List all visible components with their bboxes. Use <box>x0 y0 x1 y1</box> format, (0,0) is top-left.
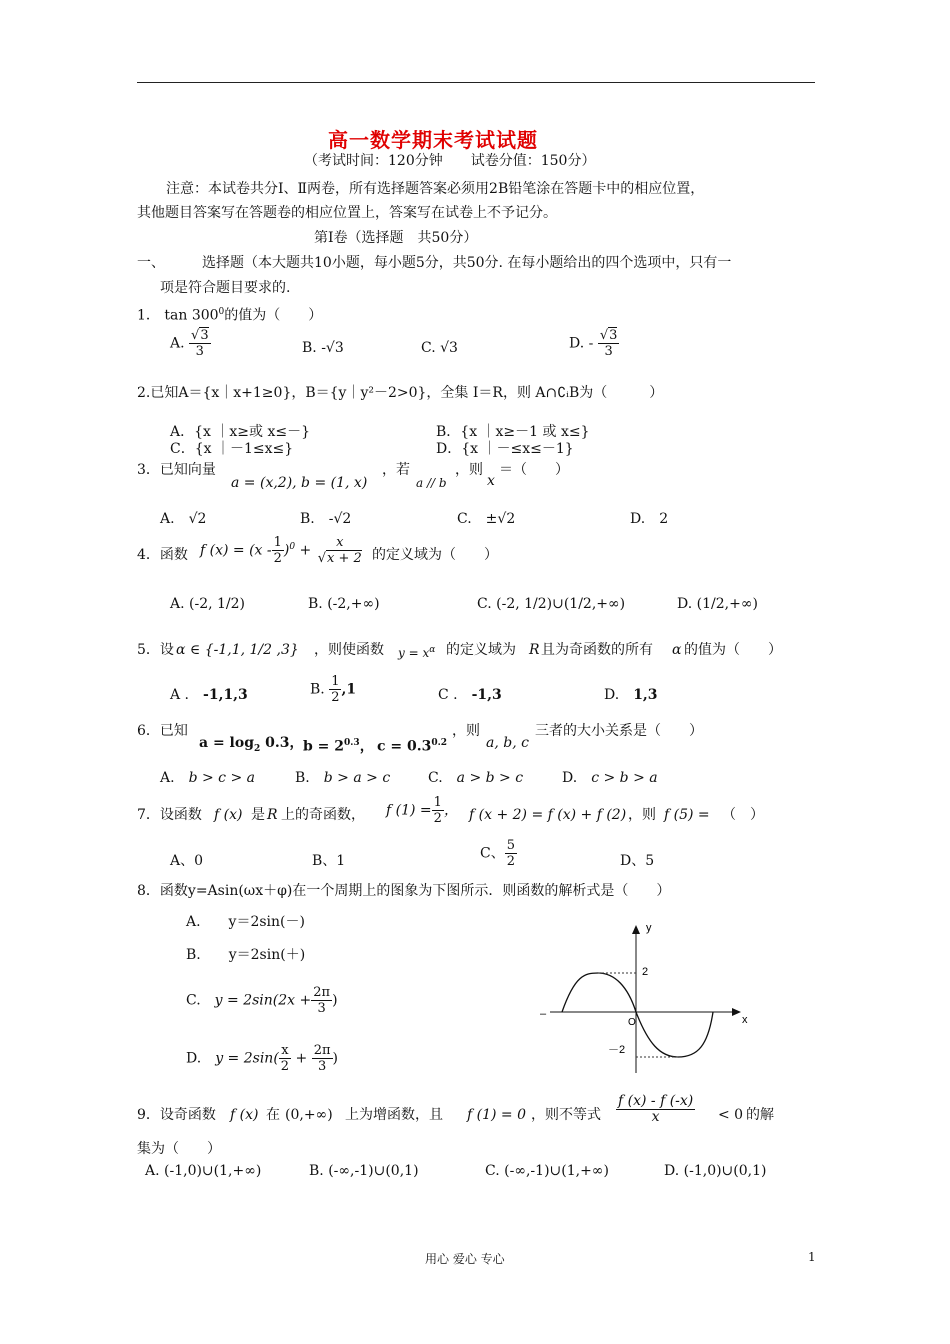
q1-option-a: A. $\frac{√3}{3}$ <box>170 328 209 359</box>
q7-R: R <box>267 807 278 823</box>
q5-func: $y = x^\alpha$ <box>398 645 436 660</box>
q1-option-b: B. -√3 <box>302 340 344 356</box>
q7-mid2: 上的奇函数， <box>281 807 365 823</box>
q2-stem: 2.已知A＝{x｜x+1≥0}，B＝{y｜y²－2>0}，全集 I＝R，则 A∩∁ᵢB为（ ） <box>137 385 664 401</box>
notice-line-1: 注意：本试卷共分Ⅰ、Ⅱ两卷，所有选择题答案必须用2B铅笔涂在答题卡中的相应位置， <box>166 181 705 197</box>
q2-option-c: C．{x ｜－1≤x≤} <box>170 441 294 457</box>
page-title: 高一数学期末考试试题 <box>328 128 538 152</box>
q6-c: $c = 0.3^{0.2}$ <box>377 738 448 755</box>
q9-fraction: $\frac{f (x) - f (-x)}{x}$ <box>618 1093 694 1125</box>
q7-f: f (x) <box>214 807 243 823</box>
q8-option-a: A. y＝2sin(－) <box>186 914 305 930</box>
q3-vectors: a = (x,2), b = (1, x) <box>231 475 368 491</box>
part-intro-2: 项是符合题目要求的. <box>160 280 291 296</box>
q8-sine-graph <box>530 915 760 1075</box>
q9-lt: < 0 <box>718 1107 744 1123</box>
q3-tail: ＝（ ） <box>499 462 569 478</box>
q9-option-a: A. (-1,0)∪(1,+∞) <box>145 1163 262 1179</box>
q5-tail: 的定义域为 <box>446 642 516 658</box>
q9-mid2: 上为增函数，且 <box>345 1107 443 1123</box>
tick-pos: 2 <box>642 966 649 978</box>
tick-neg: －2 <box>608 1044 626 1056</box>
sine-curve <box>562 973 713 1057</box>
page-number: 1 <box>808 1250 816 1264</box>
q4-option-b: B. (-2,+∞) <box>308 596 380 612</box>
q6-option-a: A. b > c > a <box>160 770 255 786</box>
q5-mid: ，则使函数 <box>314 642 384 658</box>
q5-tail3: 的值为（ ） <box>684 642 782 658</box>
q7-stem-pre: 7．设函数 <box>137 807 202 823</box>
q5-set: α ∈ {-1,1, 1/2 ,3} <box>176 642 299 658</box>
notice-line-2: 其他题目答案写在答题卷的相应位置上，答案写在试卷上不予记分。 <box>137 205 557 221</box>
footer-slogan: 用心 爱心 专心 <box>425 1252 505 1266</box>
q5-alpha: α <box>672 642 682 658</box>
q2-option-a: A．{x ｜x≥或 x≤－} <box>170 424 310 440</box>
q3-option-a: A. √2 <box>160 511 207 527</box>
q7-mid: 是 <box>251 807 265 823</box>
q7-tail: ，则 <box>628 807 656 823</box>
q5-stem-pre: 5．设 <box>137 642 174 658</box>
part-number: 一、 <box>137 255 165 271</box>
q7-f5: f (5) = <box>664 807 710 823</box>
q6-option-d: D. c > b > a <box>562 770 658 786</box>
q2-option-d: D．{x ｜－≤x≤－1} <box>436 441 574 457</box>
q9-mid3: ，则不等式 <box>531 1107 601 1123</box>
q3-stem: 3．已知向量 <box>137 462 216 478</box>
q8-option-c: C. y = 2sin(2x + $\frac{2\pi}{3}$ ) <box>186 985 338 1016</box>
q4-option-d: D. (1/2,+∞) <box>677 596 758 612</box>
q4-stem-pre: 4．函数 <box>137 547 188 563</box>
q6-stem-pre: 6．已知 <box>137 723 188 739</box>
q8-stem: 8．函数y=Asin(ωx＋φ)在一个周期上的图象为下图所示．则函数的解析式是（ ） <box>137 883 671 899</box>
y-axis-arrow <box>632 925 640 934</box>
q9-option-d: D. (-1,0)∪(0,1) <box>664 1163 767 1179</box>
q3-if: ，若 <box>382 462 410 478</box>
q7-option-a: A、0 <box>170 853 204 869</box>
q9-tail: 的解 <box>746 1107 774 1123</box>
q8-option-d: D. y = 2sin( $\frac{x}{2}$ + $\frac{2\pi}{3}$ ) <box>186 1043 338 1074</box>
x-label: x <box>742 1014 748 1026</box>
q4-function: f (x) = (x - $\frac{1}{2}$ )$^0$ + $\frac{x}{√x + 2}$ <box>200 535 362 566</box>
q6-option-c: C. a > b > c <box>428 770 524 786</box>
part-intro-1: 选择题（本大题共10小题，每小题5分，共50分. 在每小题给出的四个选项中，只有一 <box>202 255 732 271</box>
q7-paren: （ ） <box>722 807 764 823</box>
q6-a: $a = \log_2 0.3$， <box>199 735 304 754</box>
q5-option-d: D. 1,3 <box>604 687 658 703</box>
x-axis-arrow <box>732 1008 741 1016</box>
q6-tail: 三者的大小关系是（ ） <box>535 723 703 739</box>
q9-f1: f (1) = 0 <box>467 1107 527 1123</box>
q4-option-a: A. (-2, 1/2) <box>170 596 246 612</box>
left-mark: – <box>540 1008 547 1020</box>
y-label: y <box>646 922 652 934</box>
q1-option-c: C. √3 <box>421 340 458 356</box>
q5-tail2: 且为奇函数的所有 <box>541 642 653 658</box>
q9-line2: 集为（ ） <box>137 1141 221 1157</box>
q9-mid: 在 <box>266 1107 280 1123</box>
q9-stem-pre: 9．设奇函数 <box>137 1107 216 1123</box>
q5-option-c: C . -1,3 <box>438 687 502 703</box>
q6-option-b: B. b > a > c <box>295 770 391 786</box>
origin-label: O <box>628 1017 636 1028</box>
q1-stem: 1． $\tan 300^0$的值为（ ） <box>137 307 323 324</box>
q8-option-b: B. y＝2sin(＋) <box>186 947 306 963</box>
q9-interval: (0,+∞) <box>285 1107 333 1123</box>
q9-option-b: B. (-∞,-1)∪(0,1) <box>309 1163 419 1179</box>
q4-option-c: C. (-2, 1/2)∪(1/2,+∞) <box>477 596 626 612</box>
q5-R: R <box>529 642 540 658</box>
q6-vars: a, b, c <box>486 735 529 751</box>
q9-option-c: C. (-∞,-1)∪(1,+∞) <box>485 1163 609 1179</box>
q6-mid: ，则 <box>452 723 480 739</box>
section-heading: 第Ⅰ卷（选择题 共50分） <box>314 230 478 246</box>
q7-option-d: D、5 <box>620 853 655 869</box>
exam-info: （考试时间：120分钟 试卷分值：150分） <box>304 153 596 169</box>
q4-stem-post: 的定义域为（ ） <box>372 547 498 563</box>
q3-then: ，则 <box>455 462 483 478</box>
q3-option-d: D. 2 <box>630 511 669 527</box>
q7-f1: f (1) = $\frac{1}{2}$ ， <box>386 795 458 826</box>
q3-condition: a // b <box>416 476 447 490</box>
q2-option-b: B．{x ｜x≥－1 或 x≤} <box>436 424 590 440</box>
q7-option-b: B、1 <box>312 853 346 869</box>
q7-relation: f (x + 2) = f (x) + f (2) <box>469 807 627 823</box>
q3-option-b: B. -√2 <box>300 511 352 527</box>
q5-option-b: B. $\frac{1}{2}$ ,1 <box>310 674 357 705</box>
q5-option-a: A . -1,1,3 <box>170 687 248 703</box>
q3-var: x <box>487 473 495 489</box>
q6-b: $b = 2^{0.3}$， <box>303 738 374 755</box>
q7-option-c: C、 $\frac{5}{2}$ <box>480 838 515 869</box>
q1-option-d: D. - $\frac{√3}{3}$ <box>569 328 618 359</box>
q9-f: f (x) <box>230 1107 259 1123</box>
header-rule <box>137 82 815 83</box>
q3-option-c: C. ±√2 <box>457 511 516 527</box>
